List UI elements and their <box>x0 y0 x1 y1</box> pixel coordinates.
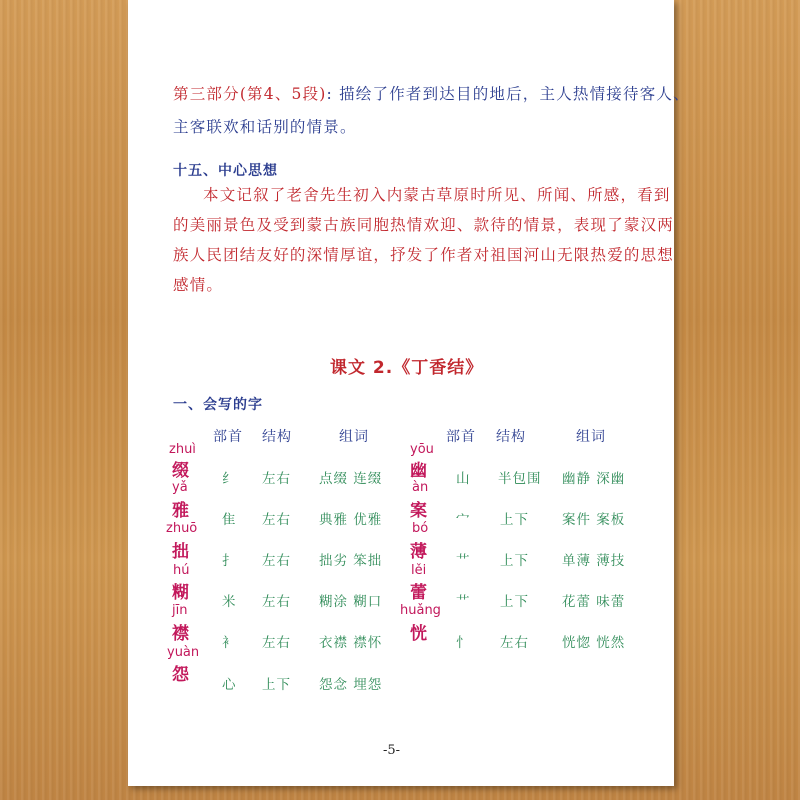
left-header-radical: 部首 <box>213 429 243 445</box>
right-header-radical: 部首 <box>446 429 476 445</box>
right-pinyin: huǎng <box>400 603 441 618</box>
right-radical: 忄 <box>456 635 471 651</box>
part3-colon: : <box>326 85 333 103</box>
part3-text-line1: 描绘了作者到达目的地后，主人热情接待客人、 <box>339 85 690 103</box>
right-pinyin: lěi <box>411 563 427 578</box>
right-hanzi: 幽 <box>410 461 427 481</box>
left-structure: 左右 <box>262 594 291 610</box>
right-hanzi: 蕾 <box>410 583 427 603</box>
left-hanzi: 拙 <box>172 542 189 562</box>
right-words: 花蕾 味蕾 <box>562 594 626 610</box>
left-hanzi: 缀 <box>172 461 189 481</box>
left-pinyin: yǎ <box>172 480 188 495</box>
left-hanzi: 襟 <box>172 624 189 644</box>
right-words: 案件 案板 <box>562 512 626 528</box>
left-pinyin: hú <box>173 563 190 578</box>
right-hanzi: 薄 <box>410 542 427 562</box>
right-radical: 宀 <box>456 512 471 528</box>
left-structure: 上下 <box>262 677 291 693</box>
right-pinyin: àn <box>412 480 429 495</box>
part3-text-line2: 主客联欢和话别的情景。 <box>173 118 357 136</box>
right-words: 幽静 深幽 <box>562 471 626 487</box>
section15-line: 族人民团结友好的深情厚谊，抒发了作者对祖国河山无限热爱的思想 <box>173 246 675 264</box>
left-structure: 左右 <box>262 471 291 487</box>
section1-heading: 一、会写的字 <box>173 397 263 413</box>
section15-line: 的美丽景色及受到蒙古族同胞热情欢迎、款待的情景，表现了蒙汉两 <box>173 216 675 234</box>
left-radical: 扌 <box>222 553 237 569</box>
right-structure: 上下 <box>500 512 529 528</box>
right-words: 恍惚 恍然 <box>562 635 626 651</box>
left-words: 点缀 连缀 <box>319 471 383 487</box>
left-radical: 纟 <box>222 471 237 487</box>
right-header-structure: 结构 <box>496 429 526 445</box>
right-header-words: 组词 <box>576 429 606 445</box>
left-hanzi: 怨 <box>172 665 189 685</box>
right-pinyin: bó <box>412 521 429 536</box>
right-hanzi: 案 <box>410 501 427 521</box>
left-radical: 衤 <box>222 635 237 651</box>
left-structure: 左右 <box>262 635 291 651</box>
part3-paren: (第4、5段) <box>239 85 327 103</box>
page-number: -5- <box>383 743 401 758</box>
right-radical: 山 <box>456 471 471 487</box>
left-radical: 米 <box>222 594 237 610</box>
left-radical: 隹 <box>222 512 237 528</box>
right-words: 单薄 薄技 <box>562 553 626 569</box>
section15-line: 感情。 <box>173 276 224 294</box>
left-words: 糊涂 糊口 <box>319 594 383 610</box>
right-structure: 上下 <box>500 553 529 569</box>
left-radical: 心 <box>222 677 237 693</box>
left-pinyin: yuàn <box>167 645 200 660</box>
part3-line1 <box>173 82 690 104</box>
left-pinyin: jīn <box>172 603 188 618</box>
left-words: 典雅 优雅 <box>319 512 383 528</box>
left-structure: 左右 <box>262 512 291 528</box>
left-pinyin: zhuì <box>169 442 196 457</box>
right-structure: 半包围 <box>498 471 542 487</box>
left-pinyin: zhuō <box>166 521 198 536</box>
lesson-title: 课文 2.《丁香结》 <box>330 358 484 378</box>
right-structure: 上下 <box>500 594 529 610</box>
left-hanzi: 雅 <box>172 501 189 521</box>
left-structure: 左右 <box>262 553 291 569</box>
right-radical: 艹 <box>456 553 471 569</box>
left-header-structure: 结构 <box>262 429 292 445</box>
section15-line: 本文记叙了老舍先生初入内蒙古草原时所见、所闻、所感，看到 <box>203 186 671 204</box>
left-hanzi: 糊 <box>172 583 189 603</box>
right-radical: 艹 <box>456 594 471 610</box>
section15-heading: 十五、中心思想 <box>173 163 278 179</box>
left-words: 衣襟 襟怀 <box>319 635 383 651</box>
right-structure: 左右 <box>500 635 529 651</box>
right-hanzi: 恍 <box>410 624 427 644</box>
document-page <box>128 0 690 786</box>
left-header-words: 组词 <box>339 429 369 445</box>
left-words: 拙劣 笨拙 <box>319 553 383 569</box>
right-pinyin: yōu <box>410 442 434 457</box>
part3-label: 第三部分 <box>173 85 240 103</box>
left-words: 怨念 埋怨 <box>319 677 383 693</box>
